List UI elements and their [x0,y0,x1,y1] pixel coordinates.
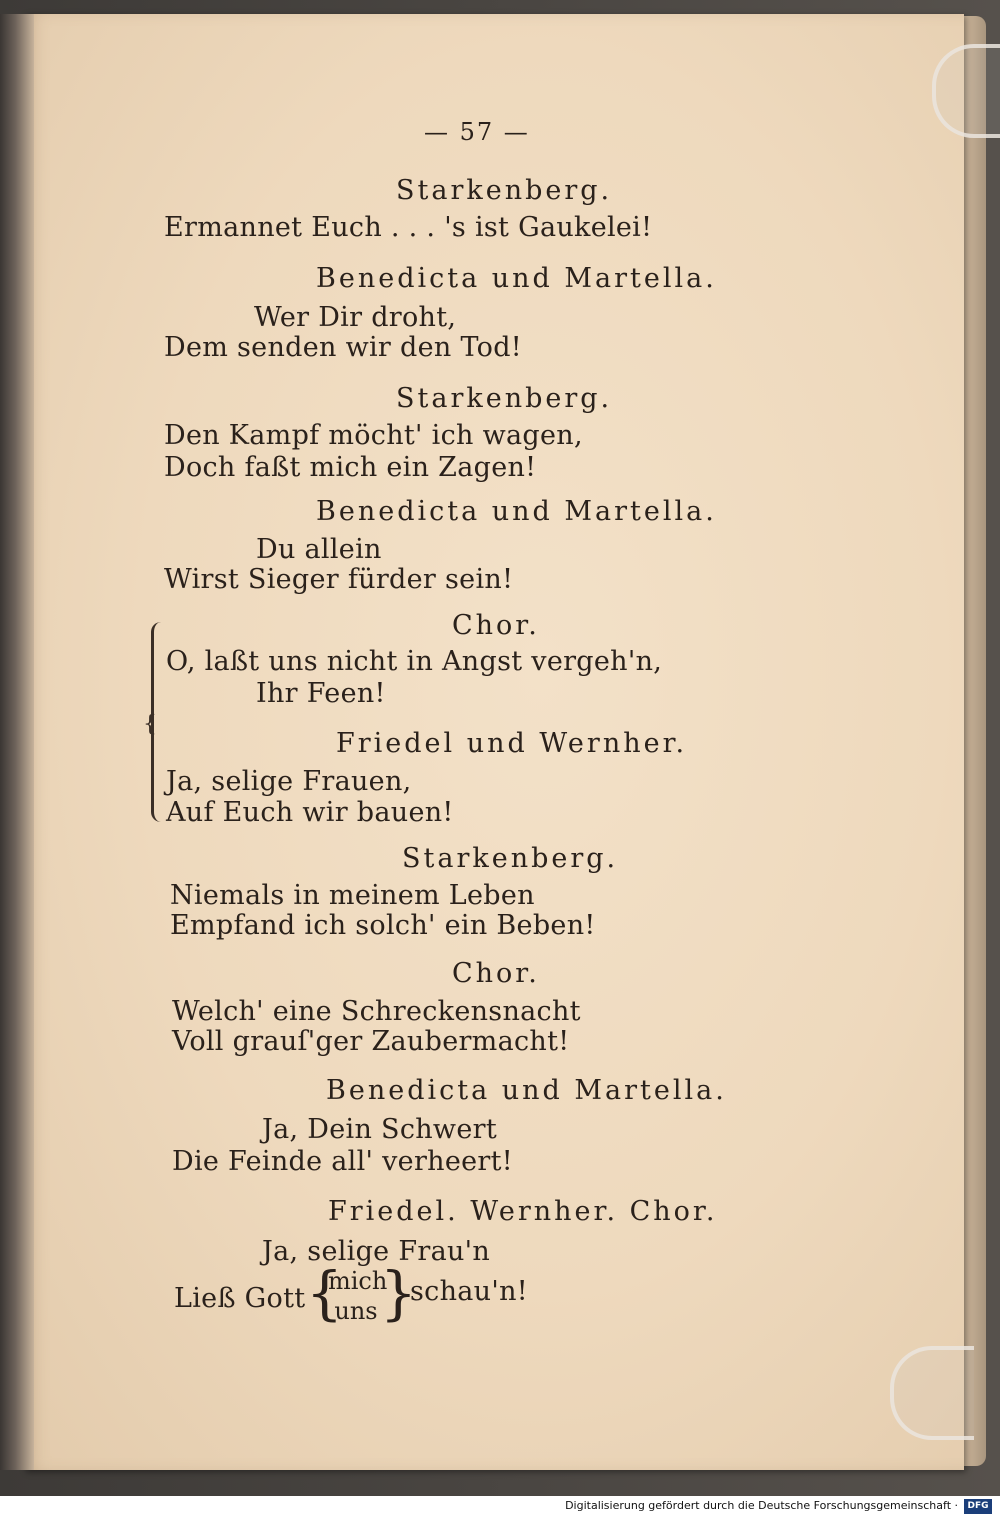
verse-line: Voll grauſ'ger Zaubermacht! [172,1026,570,1057]
speaker-heading: Chor. [452,610,540,641]
alternative-words [328,1266,388,1326]
verse-line: Doch faßt mich ein Zagen! [164,452,537,483]
verse-line: Dem senden wir den Tod! [164,332,522,363]
speaker-heading: Friedel und Wernher. [336,728,688,759]
funding-credit: Digitalisierung gefördert durch die Deutsche Forschungsgemeinschaft · [565,1499,958,1512]
verse-line: Ja, selige Frauen, [166,766,412,797]
verse-line: Die Feinde all' verheert! [172,1146,513,1177]
speaker-heading: Chor. [452,958,540,989]
alternative-word: uns [334,1297,378,1325]
dfg-logo: DFG [964,1499,992,1514]
alternative-word: mich [328,1267,388,1295]
speaker-heading: Starkenberg. [396,175,613,206]
verse-line: Ja, selige Frau'n [262,1236,491,1267]
page-number: — 57 — [424,118,530,146]
speaker-heading: Friedel. Wernher. Chor. [328,1196,718,1227]
verse-line: Den Kampf möcht' ich wagen, [164,420,583,451]
verse-line: Wer Dir droht, [254,302,457,333]
verse-line: Wirst Sieger fürder sein! [164,564,514,595]
verse-line: Welch' eine Schreckensnacht [172,996,581,1027]
speaker-heading: Benedicta und Martella. [326,1075,727,1106]
verse-line: Auf Euch wir bauen! [166,797,454,828]
verse-line: Du allein [256,534,382,565]
speaker-heading: Starkenberg. [402,843,619,874]
verse-line: Empfand ich solch' ein Beben! [170,910,596,941]
right-brace: } [380,1259,417,1327]
verse-line-prefix: Ließ Gott [174,1283,306,1314]
verse-line-suffix: schau'n! [410,1276,528,1307]
speaker-heading: Benedicta und Martella. [316,263,717,294]
bracket-point: { [143,712,157,737]
speaker-heading: Starkenberg. [396,383,613,414]
page-clip-bottom [890,1346,974,1440]
speaker-heading: Benedicta und Martella. [316,496,717,527]
left-brace: { [306,1259,343,1327]
verse-line: Ihr Feen! [256,678,386,709]
verse-line: Niemals in meinem Leben [170,880,535,911]
page-clip-top [932,44,1000,138]
verse-line: Ja, Dein Schwert [262,1114,497,1145]
footer-bar [0,1496,1000,1518]
verse-line: O, laßt uns nicht in Angst vergeh'n, [166,646,663,677]
book-binding [0,14,34,1470]
verse-line: Ermannet Euch . . . 's ist Gaukelei! [164,212,653,243]
